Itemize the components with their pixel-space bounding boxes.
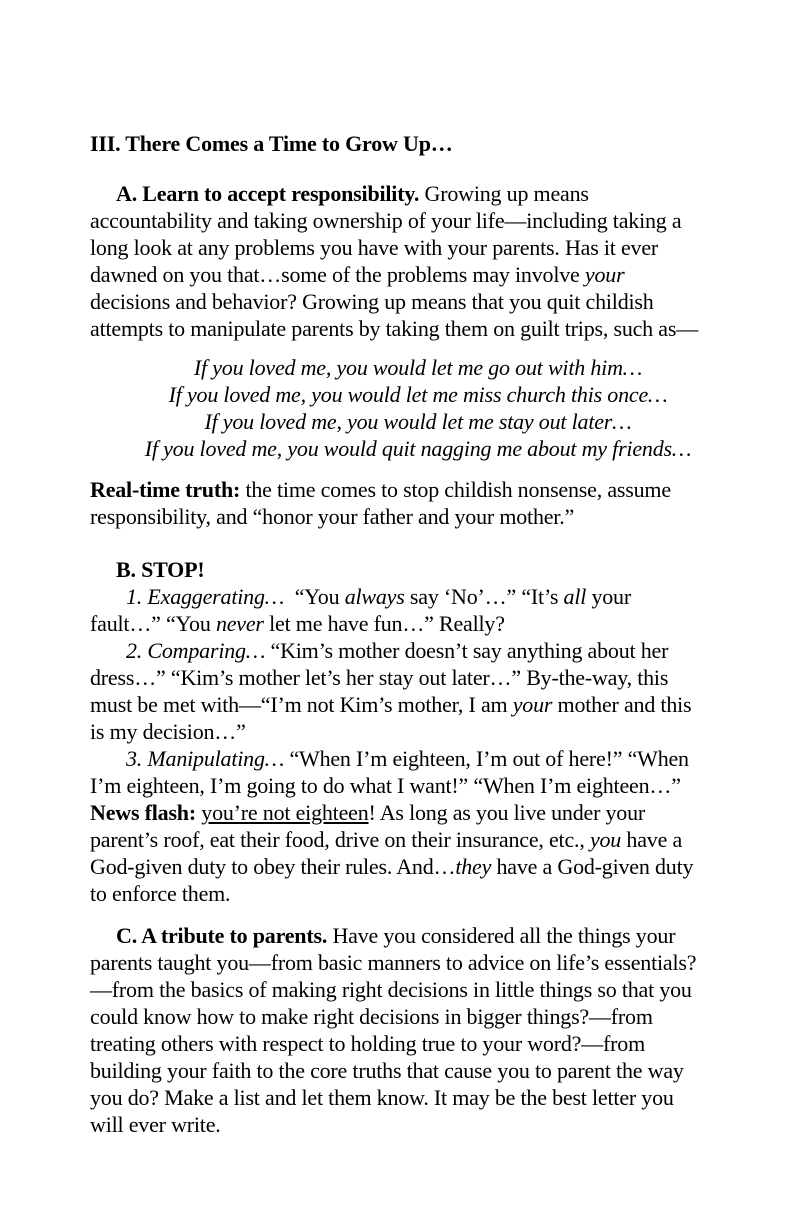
text-run: I’m eighteen, I’m going to do what I want!” “When I’m eighteen…” — [90, 773, 681, 798]
text-run: Real-time truth: — [90, 477, 246, 502]
text-run: News flash: — [90, 800, 202, 825]
text-run: dawned on you that…some of the problems may involve — [90, 262, 585, 287]
para-real-time-truth — [90, 476, 746, 530]
quote-line-3 — [90, 408, 746, 435]
text-run: III. There Comes a Time to Grow Up… — [90, 131, 453, 156]
text-run: have a God-given duty — [491, 854, 694, 879]
text-run: you — [589, 827, 622, 852]
text-run: building your faith to the core truths that cause you to parent the way — [90, 1058, 684, 1083]
text-run: responsibility, and “honor your father and your mother.” — [90, 504, 575, 529]
quote-line-2 — [90, 381, 746, 408]
text-run: C. A tribute to parents. — [116, 923, 333, 948]
text-run: Have you considered all the things your — [332, 923, 676, 948]
para-b3-manipulating — [90, 745, 746, 907]
text-run: “Kim’s mother doesn’t say anything about her — [265, 638, 669, 663]
quote-line-4 — [90, 435, 746, 462]
quote-line-1 — [90, 354, 746, 381]
text-run: the time comes to stop childish nonsense, assume — [245, 477, 671, 502]
text-run: long look at any problems you have with your parents. Has it ever — [90, 235, 659, 260]
text-run: they — [455, 854, 492, 879]
text-run: always — [344, 584, 405, 609]
text-run: your — [586, 584, 631, 609]
text-run: all — [563, 584, 587, 609]
text-run: “When I’m eighteen, I’m out of here!” “When — [284, 746, 689, 771]
text-run: If you loved me, you would let me miss church this once… — [168, 382, 668, 407]
text-run: you do? Make a list and let them know. It may be the best letter you — [90, 1085, 674, 1110]
heading-section-iii — [90, 130, 746, 157]
text-run: If you loved me, you would let me go out with him… — [193, 355, 643, 380]
text-run: If you loved me, you would quit nagging me about my friends… — [144, 436, 692, 461]
text-run: could know how to make right decisions in bigger things?—from — [90, 1004, 653, 1029]
text-run: never — [215, 611, 264, 636]
text-run: A. Learn to accept responsibility. — [116, 181, 425, 206]
text-run: to enforce them. — [90, 881, 231, 906]
heading-section-b-stop — [90, 556, 746, 583]
text-run: If you loved me, you would let me stay out later… — [204, 409, 632, 434]
text-run: parent’s roof, eat their food, drive on their insurance, etc., — [90, 827, 590, 852]
text-run: must be met with—“I’m not Kim’s mother, I am — [90, 692, 513, 717]
text-run: decisions and behavior? Growing up means that you quit childish — [90, 289, 654, 314]
text-run: accountability and taking ownership of your life—including taking a — [90, 208, 682, 233]
para-a-accept-responsibility — [90, 180, 746, 342]
text-run: 3. Manipulating… — [126, 746, 285, 771]
text-run: dress…” “Kim’s mother let’s her stay out later…” By-the-way, this — [90, 665, 669, 690]
para-b1-exaggerating — [90, 583, 746, 637]
text-run: —from the basics of making right decisions in little things so that you — [90, 977, 692, 1002]
text-run: ! As long as you live under your — [368, 800, 646, 825]
text-run: you’re not eighteen — [201, 800, 369, 825]
text-run: Growing up means — [424, 181, 589, 206]
text-run: parents taught you—from basic manners to advice on life’s essentials? — [90, 950, 697, 975]
text-run: let me have fun…” Really? — [263, 611, 505, 636]
text-run: your — [584, 262, 625, 287]
text-run: will ever write. — [90, 1112, 221, 1137]
text-run: God-given duty to obey their rules. And… — [90, 854, 456, 879]
text-run: attempts to manipulate parents by taking them on guilt trips, such as— — [90, 316, 699, 341]
para-c-tribute-to-parents — [90, 922, 746, 1138]
text-run: your — [512, 692, 553, 717]
text-run: 2. Comparing… — [126, 638, 266, 663]
document-body — [90, 130, 746, 1138]
text-run: treating others with respect to holding true to your word?—from — [90, 1031, 645, 1056]
text-run: mother and this — [552, 692, 692, 717]
text-run: “You — [284, 584, 345, 609]
para-b2-comparing — [90, 637, 746, 745]
text-run: fault…” “You — [90, 611, 216, 636]
text-run: is my decision…” — [90, 719, 246, 744]
text-run: B. STOP! — [116, 557, 205, 582]
text-run: 1. Exaggerating… — [126, 584, 285, 609]
text-run: have a — [621, 827, 683, 852]
text-run: say ‘No’…” “It’s — [404, 584, 564, 609]
